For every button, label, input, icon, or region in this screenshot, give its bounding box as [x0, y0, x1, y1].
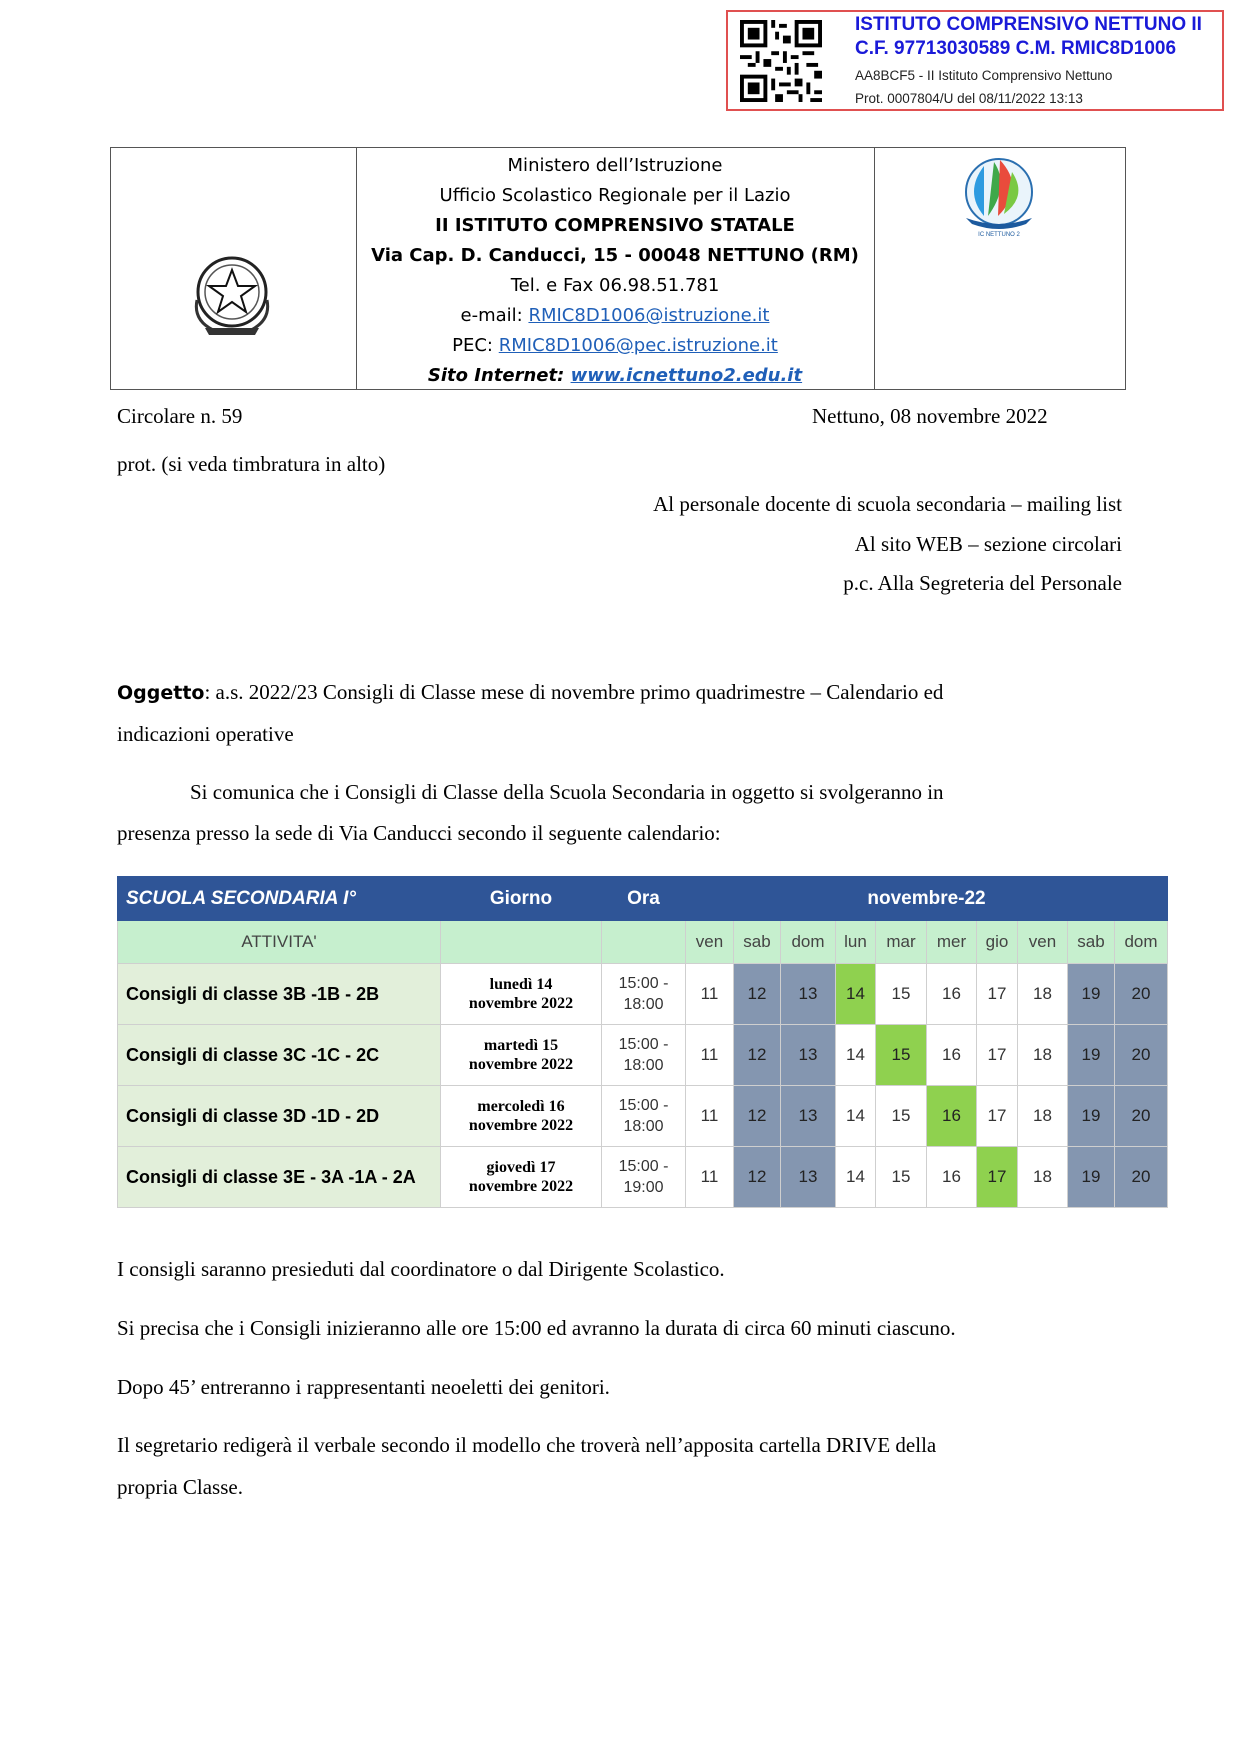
pec-label: PEC:	[452, 335, 499, 356]
calendar-day-cell: 14	[836, 1025, 876, 1086]
council-day-cell	[441, 1025, 602, 1086]
paragraph-minutes: Il segretario redigerà il verbale secondo il modello che troverà nell’apposita cartella DRIVE della	[117, 1433, 937, 1457]
protocol-note: prot. (si veda timbratura in alto)	[117, 452, 386, 476]
weekday-cell: dom	[1115, 921, 1168, 964]
schedule-header-row	[118, 877, 1168, 921]
calendar-day-cell: 16	[927, 1025, 977, 1086]
header-day: Giorno	[441, 877, 602, 921]
council-month-year: novembre 2022	[468, 995, 574, 1012]
schedule-row	[118, 964, 1168, 1025]
calendar-day-cell: 19	[1068, 1086, 1115, 1147]
calendar-day-cell: 16	[927, 1147, 977, 1208]
calendar-day-highlighted: 14	[836, 964, 876, 1025]
council-time-end: 18:00	[623, 1057, 664, 1074]
email-label: e-mail:	[460, 305, 529, 326]
schedule-row	[118, 1086, 1168, 1147]
council-month-year: novembre 2022	[468, 1117, 574, 1134]
email-line	[356, 301, 874, 331]
council-time-cell	[602, 964, 686, 1025]
council-day: martedì 15	[483, 1037, 559, 1054]
header-school: SCUOLA SECONDARIA I°	[118, 877, 441, 921]
weekday-cell: sab	[1068, 921, 1115, 964]
calendar-day-cell: 13	[781, 1086, 836, 1147]
council-schedule-table	[117, 876, 1168, 1208]
school-phone: Tel. e Fax 06.98.51.781	[510, 275, 720, 296]
council-time-end: 18:00	[623, 1118, 664, 1135]
calendar-day-cell: 11	[686, 964, 734, 1025]
council-time-end: 19:00	[623, 1179, 664, 1196]
website-line	[356, 361, 874, 391]
calendar-day-cell: 18	[1018, 1025, 1068, 1086]
calendar-day-cell: 16	[927, 964, 977, 1025]
calendar-day-cell: 20	[1115, 1147, 1168, 1208]
ministry-name: Ministero dell’Istruzione	[507, 155, 723, 176]
council-label: Consigli di classe 3E - 3A -1A - 2A	[118, 1147, 441, 1208]
calendar-day-cell: 19	[1068, 1025, 1115, 1086]
council-day: giovedì 17	[486, 1159, 556, 1176]
council-time-start: 15:00 -	[618, 1097, 669, 1114]
weekday-cell: lun	[836, 921, 876, 964]
calendar-day-highlighted: 15	[876, 1025, 927, 1086]
circular-number: Circolare n. 59	[117, 404, 243, 428]
calendar-day-cell: 12	[734, 1086, 781, 1147]
calendar-day-cell: 15	[876, 964, 927, 1025]
calendar-day-cell: 11	[686, 1086, 734, 1147]
weekday-cell: gio	[977, 921, 1018, 964]
website-link[interactable]: www.icnettuno2.edu.it	[570, 365, 803, 386]
council-time-start: 15:00 -	[618, 1158, 669, 1175]
qr-code-icon	[738, 20, 824, 102]
calendar-day-cell: 13	[781, 1025, 836, 1086]
pec-line	[356, 331, 874, 361]
stamp-codes: C.F. 97713030589 C.M. RMIC8D1006	[855, 38, 1177, 59]
calendar-day-cell: 11	[686, 1147, 734, 1208]
calendar-day-cell: 15	[876, 1086, 927, 1147]
weekday-cell: dom	[781, 921, 836, 964]
subject-text-continued: indicazioni operative	[117, 722, 294, 746]
calendar-day-cell: 12	[734, 1025, 781, 1086]
header-time: Ora	[602, 877, 686, 921]
calendar-day-cell: 14	[836, 1086, 876, 1147]
council-label: Consigli di classe 3B -1B - 2B	[118, 964, 441, 1025]
calendar-day-cell: 18	[1018, 1086, 1068, 1147]
weekday-cell: mar	[876, 921, 927, 964]
sub-header-empty	[602, 921, 686, 964]
email-link[interactable]: RMIC8D1006@istruzione.it	[528, 305, 770, 326]
weekday-row	[118, 921, 1168, 964]
council-month-year: novembre 2022	[468, 1056, 574, 1073]
school-name: II ISTITUTO COMPRENSIVO STATALE	[435, 215, 795, 236]
subject-text: : a.s. 2022/23 Consigli di Classe mese di novembre primo quadrimestre – Calendario ed	[204, 680, 944, 704]
recipient-secretariat: p.c. Alla Segreteria del Personale	[843, 571, 1122, 595]
calendar-day-highlighted: 16	[927, 1086, 977, 1147]
intro-line-1: Si comunica che i Consigli di Classe della Scuola Secondaria in oggetto si svolgeranno in	[190, 780, 944, 804]
calendar-day-cell: 18	[1018, 1147, 1068, 1208]
stamp-protocol-number: Prot. 0007804/U del 08/11/2022 13:13	[855, 91, 1083, 106]
calendar-day-highlighted: 17	[977, 1147, 1018, 1208]
council-month-year: novembre 2022	[468, 1178, 574, 1195]
school-logo-icon	[954, 152, 1044, 238]
sub-header-empty	[441, 921, 602, 964]
letterhead-emblem-cell	[111, 148, 357, 389]
council-label: Consigli di classe 3D -1D - 2D	[118, 1086, 441, 1147]
calendar-day-cell: 20	[1115, 1025, 1168, 1086]
letterhead-logo-cell	[874, 148, 1125, 389]
calendar-day-cell: 13	[781, 1147, 836, 1208]
header-activity: ATTIVITA'	[118, 921, 441, 964]
calendar-day-cell: 19	[1068, 964, 1115, 1025]
council-day-cell	[441, 964, 602, 1025]
council-time-end: 18:00	[623, 996, 664, 1013]
calendar-day-cell: 17	[977, 1086, 1018, 1147]
calendar-day-cell: 19	[1068, 1147, 1115, 1208]
calendar-day-cell: 20	[1115, 964, 1168, 1025]
calendar-day-cell: 17	[977, 964, 1018, 1025]
schedule-row	[118, 1025, 1168, 1086]
pec-link[interactable]: RMIC8D1006@pec.istruzione.it	[498, 335, 778, 356]
circular-date: Nettuno, 08 novembre 2022	[812, 404, 1048, 428]
council-day-cell	[441, 1147, 602, 1208]
council-day-cell	[441, 1086, 602, 1147]
subject-line	[117, 680, 943, 705]
weekday-cell: mer	[927, 921, 977, 964]
council-time-cell	[602, 1147, 686, 1208]
letterhead-text	[356, 148, 874, 392]
calendar-day-cell: 18	[1018, 964, 1068, 1025]
intro-line-2: presenza presso la sede di Via Canducci secondo il seguente calendario:	[117, 821, 721, 845]
recipient-teachers: Al personale docente di scuola secondaria – mailing list	[653, 492, 1122, 516]
council-label: Consigli di classe 3C -1C - 2C	[118, 1025, 441, 1086]
school-address: Via Cap. D. Canducci, 15 - 00048 NETTUNO (RM)	[371, 245, 859, 266]
council-day: lunedì 14	[489, 976, 553, 993]
schedule-row	[118, 1147, 1168, 1208]
header-month: novembre-22	[686, 877, 1168, 921]
council-day: mercoledì 16	[477, 1098, 565, 1115]
council-time-start: 15:00 -	[618, 1036, 669, 1053]
recipient-website: Al sito WEB – sezione circolari	[854, 532, 1122, 556]
council-time-cell	[602, 1086, 686, 1147]
subject-label: Oggetto	[117, 682, 205, 704]
calendar-day-cell: 15	[876, 1147, 927, 1208]
calendar-day-cell: 14	[836, 1147, 876, 1208]
calendar-day-cell: 11	[686, 1025, 734, 1086]
stamp-sender: AA8BCF5 - II Istituto Comprensivo Nettuno	[855, 68, 1113, 83]
weekday-cell: sab	[734, 921, 781, 964]
italian-republic-emblem-icon	[183, 250, 281, 338]
weekday-cell: ven	[1018, 921, 1068, 964]
calendar-day-cell: 13	[781, 964, 836, 1025]
regional-office: Ufficio Scolastico Regionale per il Lazio	[439, 185, 791, 206]
letterhead	[110, 147, 1126, 390]
weekday-cell: ven	[686, 921, 734, 964]
logo-text: IC NETTUNO 2	[978, 232, 1020, 238]
calendar-day-cell: 12	[734, 964, 781, 1025]
council-time-start: 15:00 -	[618, 975, 669, 992]
stamp-school-name: ISTITUTO COMPRENSIVO NETTUNO II	[855, 14, 1202, 35]
calendar-day-cell: 12	[734, 1147, 781, 1208]
paragraph-minutes-continued: propria Classe.	[117, 1475, 243, 1499]
paragraph-parents: Dopo 45’ entreranno i rappresentanti neoeletti dei genitori.	[117, 1375, 610, 1399]
website-label: Sito Internet:	[427, 365, 571, 386]
protocol-stamp	[726, 10, 1224, 111]
paragraph-chair: I consigli saranno presieduti dal coordinatore o dal Dirigente Scolastico.	[117, 1257, 725, 1281]
council-time-cell	[602, 1025, 686, 1086]
paragraph-start-time: Si precisa che i Consigli inizieranno alle ore 15:00 ed avranno la durata di circa 60 minuti ciascuno.	[117, 1316, 956, 1340]
calendar-day-cell: 20	[1115, 1086, 1168, 1147]
calendar-day-cell: 17	[977, 1025, 1018, 1086]
